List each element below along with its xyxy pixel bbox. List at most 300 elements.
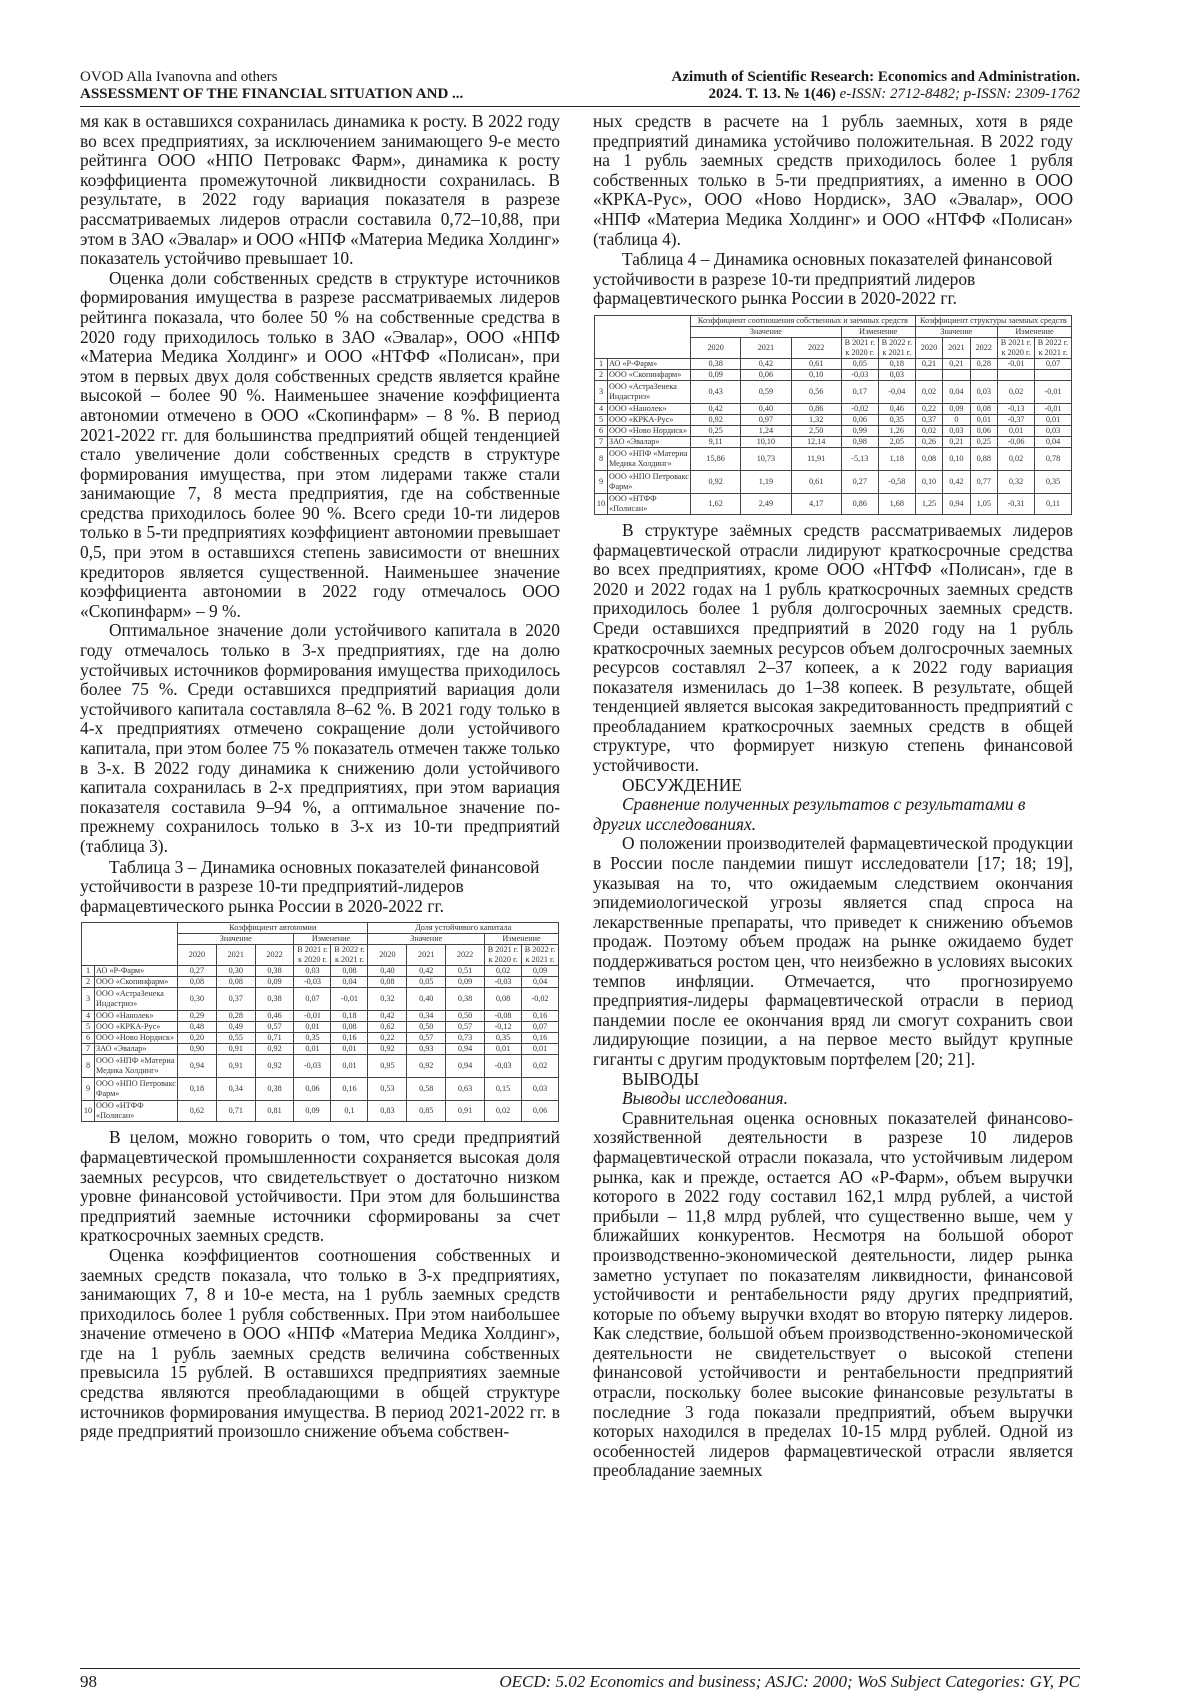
table3-cell: 0,38	[255, 966, 294, 977]
table3-cell: -0,02	[522, 988, 559, 1011]
table3-cell: 0,28	[216, 1011, 255, 1022]
page-number: 98	[80, 1672, 97, 1691]
table4-cell: -5,13	[841, 447, 878, 470]
header-article-title: ASSESSMENT OF THE FINANCIAL SITUATION AND ...	[80, 86, 464, 102]
table3-cell: 0,01	[485, 1044, 522, 1055]
table3-change-head: В 2021 г. к 2020 г.	[485, 945, 522, 966]
table4-cell: 1,25	[915, 493, 942, 514]
table3-cell: 0,02	[485, 966, 522, 977]
table4-cell: 4,17	[791, 493, 841, 514]
table3-cell: -0,03	[485, 977, 522, 988]
table3-cell: 0,46	[255, 1011, 294, 1022]
table4-cell: 1,05	[970, 493, 997, 514]
table3-year: 2021	[407, 945, 446, 966]
table3-row	[82, 977, 559, 988]
table4-cell: 0,28	[970, 358, 997, 369]
table3-cell: 0,16	[331, 1078, 368, 1101]
footer-rule	[80, 1668, 1080, 1669]
table3-cell: 0,20	[178, 1033, 217, 1044]
table4-cell: 0,21	[943, 436, 970, 447]
table3-cell: 0,05	[407, 977, 446, 988]
table4-year: 2020	[691, 337, 741, 358]
table4-year: 2022	[970, 337, 997, 358]
table4-cell: 0,06	[841, 414, 878, 425]
header-rule	[80, 106, 1080, 107]
table4-cell: 0,27	[841, 470, 878, 493]
table4-company-name: ООО «Нанолек»	[608, 403, 691, 414]
table3-cell: 0,08	[178, 977, 217, 988]
table3-cell: 0,09	[255, 977, 294, 988]
table4-cell: 0,42	[691, 403, 741, 414]
table3-cell: 0,62	[368, 1022, 407, 1033]
table3-cell: 0,04	[331, 977, 368, 988]
table3-cell: 0,92	[368, 1044, 407, 1055]
table4-row-number: 3	[595, 380, 608, 403]
table3-cell: 0,16	[522, 1033, 559, 1044]
table4-cell: 1,26	[878, 425, 915, 436]
table4-cell: 0,21	[943, 358, 970, 369]
table3-row-number: 7	[82, 1044, 95, 1055]
table4-cell: 0,40	[741, 403, 791, 414]
table4-row-number: 1	[595, 358, 608, 369]
table4-cell: 0,18	[878, 358, 915, 369]
table3-cell: 0,58	[407, 1078, 446, 1101]
table4-cell: 0,21	[915, 358, 942, 369]
table4-row	[595, 493, 1072, 514]
table4-company-name: ООО «Ново Нордиск»	[608, 425, 691, 436]
left-paragraph-5: Оценка коэффициентов соотношения собственных и заемных средств показала, что только в 3-х предприятиях, занимающих 7, 8 и 10-е места, на 1 рубль заемных средств приходилось более 1 рубля собственных. При этом наибольшее значение отмечено в ООО «НПФ «Материа Медика Холдинг», где на 1 рубль заемных средств величина собственных превысила 15 рублей. В оставшихся предприятиях заемные средства являются преобладающими в общей структуре источников формирования имущества. В период 2021-2022 гг. в ряде предприятий произошло снижение объема собствен-	[80, 1244, 560, 1442]
table4-row-number: 5	[595, 414, 608, 425]
table3-company-name: ООО «АстраЗенека Индастриз»	[95, 988, 178, 1011]
table4-cell: 0,02	[915, 425, 942, 436]
table3-cell: 0,08	[368, 977, 407, 988]
table3-cell: 0,90	[178, 1044, 217, 1055]
table3-cell: -0,03	[294, 977, 331, 988]
table3-row	[82, 1101, 559, 1122]
table3-company-name: ЗАО «Эвалар»	[95, 1044, 178, 1055]
table4-change-head: В 2022 г. к 2021 г.	[1035, 337, 1072, 358]
table4-row	[595, 358, 1072, 369]
table4-cell: 0,59	[741, 380, 791, 403]
table3-cell: -0,08	[485, 1011, 522, 1022]
right-paragraph-3: О положении производителей фармацевтической продукции в России после пандемии пишут исследователи [17; 18; 19], указывая на то, что ожидаемым следствием окончания эпидемиологической угрозы является спад спроса на лекарственные препараты, что приведет к снижению объемов продаж. Поэтому объем продаж на рынке ожидаемо будет поддерживаться ростом цен, что неизбежно в условиях высоких темпов инфляции. Отмечается, что прогнозируемо предприятия-лидеры фармацевтической отрасли в период пандемии после ее окончания вряд ли смогут сохранить свои лидирующие позиции, а на первое место выйдут крупные гиганты с другим продуктовым портфелем [20; 21].	[593, 833, 1073, 1069]
table3-change-head: В 2022 г. к 2021 г.	[331, 945, 368, 966]
table3-company-name: ООО «Ново Нордиск»	[95, 1033, 178, 1044]
table4-cell: 0,56	[791, 380, 841, 403]
table3-company-name: ООО «НПФ «Материа Медика Холдинг»	[95, 1055, 178, 1078]
header-authors: OVOD Alla Ivanovna and others	[80, 69, 278, 85]
table4-cell	[998, 369, 1035, 380]
table3-cell: 0,93	[407, 1044, 446, 1055]
table4-cell: 0,01	[998, 425, 1035, 436]
table3-cell: 0,18	[331, 1011, 368, 1022]
table4-cell: -0,37	[998, 414, 1035, 425]
table3-cell: 0,01	[294, 1044, 331, 1055]
table3-cell: -0,03	[485, 1055, 522, 1078]
table3-cell: 0,92	[255, 1044, 294, 1055]
table3-year: 2020	[178, 945, 217, 966]
left-paragraph-4: В целом, можно говорить о том, что среди предприятий фармацевтической промышленности сохраняется высокая доля заемных ресурсов, что свидетельствует о достаточно низком уровне финансовой устойчивости. При этом для большинства предприятий заемные источники сформированы за счет краткосрочных заемных средств.	[80, 1127, 560, 1246]
table3-row-number: 10	[82, 1101, 95, 1122]
table3-cell: 0,57	[446, 1022, 485, 1033]
table3-cell: 0,62	[178, 1101, 217, 1122]
table3-cell: 0,92	[255, 1055, 294, 1078]
table4-cell: 0,61	[791, 358, 841, 369]
table4-cell: 0,10	[791, 369, 841, 380]
table4-year: 2021	[943, 337, 970, 358]
table3-row-number: 1	[82, 966, 95, 977]
table3-cell: 0,91	[216, 1055, 255, 1078]
table3-row-number: 6	[82, 1033, 95, 1044]
table3-cell: 0,55	[216, 1033, 255, 1044]
table4-company-name: ЗАО «Эвалар»	[608, 436, 691, 447]
table3-cell: 0,08	[331, 966, 368, 977]
table4-cell: 0,03	[878, 369, 915, 380]
table3-cell: 0,04	[522, 977, 559, 988]
table3-company-name: ООО «Нанолек»	[95, 1011, 178, 1022]
table3-cell: 0,27	[178, 966, 217, 977]
table4-cell: 0,08	[970, 403, 997, 414]
table3-cell: 0,08	[216, 977, 255, 988]
table3-cell: 0,94	[178, 1055, 217, 1078]
table4-cell: 10,10	[741, 436, 791, 447]
table3-cell: 0,49	[216, 1022, 255, 1033]
table4-cell: 1,24	[741, 425, 791, 436]
table3-sub-value-2: Значение	[368, 934, 485, 945]
heading-discussion: ОБСУЖДЕНИЕ	[622, 774, 742, 795]
table4-cell: 0,03	[1035, 425, 1072, 436]
table3-cell: 0,07	[522, 1022, 559, 1033]
table3-cell: -0,01	[294, 1011, 331, 1022]
table3-cell: 0,51	[446, 966, 485, 977]
table3-sub-change-2: Изменение	[485, 934, 559, 945]
table4-cell: 0,02	[998, 380, 1035, 403]
table4-cell: 0,01	[970, 414, 997, 425]
table3-cell: 0,71	[255, 1033, 294, 1044]
table4-sub-value-1: Значение	[691, 326, 842, 337]
table4-cell: 0,88	[970, 447, 997, 470]
table3-year: 2021	[216, 945, 255, 966]
table4-sub-value-2: Значение	[915, 326, 997, 337]
table3-row-number: 2	[82, 977, 95, 988]
table4-cell: 15,86	[691, 447, 741, 470]
table3-cell: 0,95	[368, 1055, 407, 1078]
table4-cell: 0,01	[1035, 414, 1072, 425]
table4-cell: 0,92	[691, 470, 741, 493]
table3-cell: 0,50	[407, 1022, 446, 1033]
table3-cell: 0,85	[407, 1101, 446, 1122]
subheading-conclusions: Выводы исследования.	[622, 1088, 788, 1109]
table3-change-head: В 2021 г. к 2020 г.	[294, 945, 331, 966]
table4-cell: 0,77	[970, 470, 997, 493]
heading-conclusions: ВЫВОДЫ	[622, 1068, 700, 1089]
table3-cell: 0,94	[446, 1044, 485, 1055]
table3-cell: 0,50	[446, 1011, 485, 1022]
table4-cell: 1,62	[691, 493, 741, 514]
table4-cell: 0,06	[741, 369, 791, 380]
table3-cell: 0,35	[485, 1033, 522, 1044]
table3-row	[82, 1022, 559, 1033]
table3-cell: 0,1	[331, 1101, 368, 1122]
table4-row	[595, 425, 1072, 436]
table4-cell: 1,18	[878, 447, 915, 470]
table4-cell: -0,04	[878, 380, 915, 403]
left-paragraph-1: мя как в оставшихся сохранилась динамика к росту. В 2022 году во всех предприятиях, за исключением занимающего 9-е место рейтинга ООО «НПО Петровакс Фарм», динамика к росту коэффициента промежуточной ликвидности сохранилась. В результате, в 2022 году вариация показателя в разрезе рассматриваемых лидеров отрасли составила 0,72–10,88, при этом в ЗАО «Эвалар» и ООО «НПФ «Материа Медика Холдинг» показатель устойчиво превышает 10.	[80, 111, 561, 269]
table3-cell: 0,63	[446, 1078, 485, 1101]
table4-cell: -0,01	[998, 358, 1035, 369]
table4-cell: 0,09	[943, 403, 970, 414]
table4-cell: 0,35	[878, 414, 915, 425]
table3-cell: 0,30	[216, 966, 255, 977]
table4-year: 2022	[791, 337, 841, 358]
table4-cell: 0,03	[943, 425, 970, 436]
table4-company-name: ООО «НТФФ «Полисан»	[608, 493, 691, 514]
table3-company-name: АО «Р-Фарм»	[95, 966, 178, 977]
table3-cell: 0,38	[446, 988, 485, 1011]
table3-company-name: ООО «Скопинфарм»	[95, 977, 178, 988]
table4-cell: 0,22	[915, 403, 942, 414]
table4-cell: 0	[943, 414, 970, 425]
table3-cell: 0,03	[294, 966, 331, 977]
table4-row-number: 10	[595, 493, 608, 514]
table3-row	[82, 1078, 559, 1101]
table3-row-number: 8	[82, 1055, 95, 1078]
table4-cell: 0,04	[1035, 436, 1072, 447]
table4-cell: 2,49	[741, 493, 791, 514]
table4-cell: 1,32	[791, 414, 841, 425]
table4-company-name: ООО «АстраЗенека Индастриз»	[608, 380, 691, 403]
table4-sub-change-2: Изменение	[998, 326, 1072, 337]
right-paragraph-2: В структуре заёмных средств рассматриваемых лидеров фармацевтической отрасли лидируют краткосрочные средства во всех предприятиях, кроме ООО «НТФФ «Полисан», где в 2020 и 2022 годах на 1 рубль краткосрочных заемных средств приходилось более 1 рубля долгосрочных заемных средств. Среди оставшихся предприятий в 2020 году на 1 рубль краткосрочных заемных ресурсов объем долгосрочных заемных ресурсов составлял 2–37 копеек, а к 2022 году вариация показателя изменилась до 1–38 копеек. В результате, общей тенденцией является высокая закредитованность предприятий с преобладанием краткосрочных заемных средств в общей структуре, что формирует низкую степень финансовой устойчивости.	[593, 519, 1073, 776]
table3-cell: 0,08	[485, 988, 522, 1011]
table3-cell: 0,48	[178, 1022, 217, 1033]
table3-cell: 0,91	[446, 1101, 485, 1122]
table4-cell: 0,37	[915, 414, 942, 425]
table3-cell: 0,35	[294, 1033, 331, 1044]
table3-group1: Коэффициент автономии	[178, 923, 368, 934]
table3-caption: Таблица 3 – Динамика основных показателей финансовой устойчивости в разрезе 10-ти предприятий-лидеров фармацевтического рынка России в 2020-2022 гг.	[80, 856, 540, 916]
table3-cell: 0,42	[407, 966, 446, 977]
table4-change-head: В 2021 г. к 2020 г.	[841, 337, 878, 358]
header-journal: Azimuth of Scientific Research: Economics and Administration.	[671, 69, 1080, 85]
table4-change-head: В 2022 г. к 2021 г.	[878, 337, 915, 358]
table4-cell: 0,02	[915, 380, 942, 403]
table4-year: 2020	[915, 337, 942, 358]
right-column	[593, 112, 1073, 1481]
table4-cell: -0,02	[841, 403, 878, 414]
table4-row	[595, 436, 1072, 447]
table3-cell: 0,01	[294, 1022, 331, 1033]
table3-cell: 0,09	[446, 977, 485, 988]
table3-cell: 0,32	[368, 988, 407, 1011]
table4-row-number: 4	[595, 403, 608, 414]
table3-row	[82, 1055, 559, 1078]
table4-row	[595, 414, 1072, 425]
table4-cell	[915, 369, 942, 380]
table3-company-name: ООО «НТФФ «Полисан»	[95, 1101, 178, 1122]
table3-row	[82, 1044, 559, 1055]
table4-cell: 0,02	[998, 447, 1035, 470]
table4-row-number: 7	[595, 436, 608, 447]
table3-row-number: 3	[82, 988, 95, 1011]
table4-cell: 1,19	[741, 470, 791, 493]
table3-cell: 0,38	[255, 988, 294, 1011]
table3-cell: 0,91	[216, 1044, 255, 1055]
table3-cell: 0,06	[294, 1078, 331, 1101]
table4-cell	[1035, 369, 1072, 380]
table3-cell: -0,01	[331, 988, 368, 1011]
table4-cell: 0,86	[841, 493, 878, 514]
table3-cell: 0,09	[294, 1101, 331, 1122]
table3-company-name: ООО «КРКА-Рус»	[95, 1022, 178, 1033]
table4-cell: 0,25	[970, 436, 997, 447]
table3-cell: 0,02	[485, 1101, 522, 1122]
table4-company-name: ООО «Скопинфарм»	[608, 369, 691, 380]
table3-row-number: 5	[82, 1022, 95, 1033]
table4-company-name: ООО «КРКА-Рус»	[608, 414, 691, 425]
table4-cell: 0,32	[998, 470, 1035, 493]
table3-cell: 0,09	[522, 966, 559, 977]
table4-row	[595, 470, 1072, 493]
table4-row	[595, 380, 1072, 403]
table3-cell: 0,16	[331, 1033, 368, 1044]
table4-cell: -0,13	[998, 403, 1035, 414]
table3-cell: 0,81	[255, 1101, 294, 1122]
table3-year: 2022	[255, 945, 294, 966]
table3-year: 2022	[446, 945, 485, 966]
table3-cell: 0,83	[368, 1101, 407, 1122]
left-paragraph-2: Оценка доли собственных средств в структуре источников формирования имущества в разрезе рассматриваемых лидеров рейтинга показала, что более 50 % на собственные средства в 2020 году приходилось только в ЗАО «Эвалар», ООО «НПФ «Материа Медика Холдинг» и ООО «НТФФ «Полисан», при этом в первых двух доля собственных средств является крайне высокой – более 90 %. Наименьшее значение коэффициента автономии отмечено в ООО «Скопинфарм» – 8 %. В период 2021-2022 гг. для большинства предприятий общей тенденцией стало увеличение доли собственных средств в структуре формирования имущества, при этом лидерами также стали занимающие 7, 8 места предприятия, где на собственные средства приходилось более 90 %. Всего среди 10-ти лидеров только в 5-ти предприятиях коэффициент автономии превышает 0,5, при этом в оставшихся степень зависимости от внешних кредиторов является существенной. Наименьшее значение коэффициента автономии в 2022 году отмечалось ООО «Скопинфарм» – 9 %.	[80, 267, 560, 621]
table3-cell: -0,03	[294, 1055, 331, 1078]
table4-cell: 0,03	[970, 380, 997, 403]
table4-caption: Таблица 4 – Динамика основных показателей финансовой устойчивости в разрезе 10-ти предприятий лидеров фармацевтического рынка России в 2020-2022 гг.	[593, 249, 1053, 309]
table4-cell: -0,01	[1035, 403, 1072, 414]
table4-row	[595, 403, 1072, 414]
table3-cell: 0,57	[407, 1033, 446, 1044]
table3-cell: 0,34	[216, 1078, 255, 1101]
table4-cell: 9,11	[691, 436, 741, 447]
table4-cell: 0,09	[691, 369, 741, 380]
footer-classification: OECD: 5.02 Economics and business; ASJC: 2000; WoS Subject Categories: GY, PC	[499, 1672, 1080, 1691]
table4-cell: 0,42	[943, 470, 970, 493]
table4-cell: 0,17	[841, 380, 878, 403]
table3-cell: 0,18	[178, 1078, 217, 1101]
table4-company-name: АО «Р-Фарм»	[608, 358, 691, 369]
table4-cell: 0,42	[741, 358, 791, 369]
running-header-right	[560, 69, 1080, 103]
table3-cell: 0,07	[294, 988, 331, 1011]
table3-cell: 0,01	[331, 1055, 368, 1078]
table3-row-number: 4	[82, 1011, 95, 1022]
table4-cell: 2,05	[878, 436, 915, 447]
left-column	[80, 112, 560, 1442]
table3-change-head: В 2022 г. к 2021 г.	[522, 945, 559, 966]
table4-cell: 0,43	[691, 380, 741, 403]
table3-sub-change-1: Изменение	[294, 934, 368, 945]
table4-cell: 12,14	[791, 436, 841, 447]
table4-cell: 0,08	[915, 447, 942, 470]
table3-cell: 0,40	[368, 966, 407, 977]
table3-cell: 0,29	[178, 1011, 217, 1022]
table3-row	[82, 966, 559, 977]
table4-cell: 0,05	[841, 358, 878, 369]
table3-cell: 0,01	[331, 1044, 368, 1055]
table3-cell: 0,40	[407, 988, 446, 1011]
table3-row	[82, 988, 559, 1011]
header-volume: 2024. Т. 13. № 1(46)	[708, 86, 836, 102]
table4-cell	[970, 369, 997, 380]
table3-cell: 0,30	[178, 988, 217, 1011]
table3-cell: 0,92	[407, 1055, 446, 1078]
table4-group1: Коэффициент соотношения собственных и заемных средств	[691, 315, 916, 326]
table4-cell: 0,04	[943, 380, 970, 403]
table4-year: 2021	[741, 337, 791, 358]
table4-company-name: ООО «НПО Петровакс Фарм»	[608, 470, 691, 493]
table3-cell: 0,06	[522, 1101, 559, 1122]
table4-cell: 0,98	[841, 436, 878, 447]
table4-cell: -0,06	[998, 436, 1035, 447]
table4-cell: 0,35	[1035, 470, 1072, 493]
table3-cell: 0,71	[216, 1101, 255, 1122]
table4-cell: 0,26	[915, 436, 942, 447]
table4	[594, 315, 1072, 515]
table4-cell: 0,06	[970, 425, 997, 436]
header-issue	[560, 86, 1080, 103]
table3	[81, 922, 559, 1122]
table4-cell: 0,46	[878, 403, 915, 414]
table3-cell: 0,38	[255, 1078, 294, 1101]
table4-cell	[943, 369, 970, 380]
table4-row-number: 9	[595, 470, 608, 493]
table4-cell: 0,94	[943, 493, 970, 514]
table3-group2: Доля устойчивого капитала	[368, 923, 559, 934]
table4-cell: 0,10	[915, 470, 942, 493]
table4-cell: 0,25	[691, 425, 741, 436]
table4-row-number: 2	[595, 369, 608, 380]
table4-cell: 0,97	[741, 414, 791, 425]
table4-cell: 0,86	[791, 403, 841, 414]
table3-cell: 0,37	[216, 988, 255, 1011]
table3-cell: 0,57	[255, 1022, 294, 1033]
left-paragraph-3: Оптимальное значение доли устойчивого капитала в 2020 году отмечалось только в 3-х предприятиях, где на долю устойчивых источников формирования имущества приходилось более 75 %. Среди оставшихся предприятий вариация доли устойчивого капитала составляла 8–62 %. В 2021 году только в 4-х предприятиях отмечено сокращение доли устойчивого капитала, при этом более 75 % показатель отмечен также только в 3-х. В 2022 году динамика к снижению доли устойчивого капитала сохранилась в 2-х предприятиях, при этом вариация показателя составила 9–94 %, а оптимальное значение по-прежнему сохранилось только в 3-х из 10-ти предприятий (таблица 3).	[80, 620, 560, 856]
table4-cell: 0,92	[691, 414, 741, 425]
table4-company-name: ООО «НПФ «Материа Медика Холдинг»	[608, 447, 691, 470]
table3-company-name: ООО «НПО Петровакс Фарм»	[95, 1078, 178, 1101]
table4-cell: 0,78	[1035, 447, 1072, 470]
table3-row	[82, 1011, 559, 1022]
table3-row	[82, 1033, 559, 1044]
subheading-discussion: Сравнение полученных результатов с результатами в других исследованиях.	[593, 794, 1026, 834]
table4-cell: 0,07	[1035, 358, 1072, 369]
table4-group2: Коэффициент структуры заемных средств	[915, 315, 1071, 326]
table4-cell: 0,38	[691, 358, 741, 369]
table4-cell: -0,03	[841, 369, 878, 380]
table4-cell: -0,58	[878, 470, 915, 493]
table3-cell: 0,73	[446, 1033, 485, 1044]
table3-year: 2020	[368, 945, 407, 966]
table3-cell: 0,03	[522, 1078, 559, 1101]
table3-cell: 0,16	[522, 1011, 559, 1022]
table4-corner	[595, 315, 691, 358]
table4-cell: 0,10	[943, 447, 970, 470]
table3-cell: 0,34	[407, 1011, 446, 1022]
table4-cell: 0,61	[791, 470, 841, 493]
table4-cell: 10,73	[741, 447, 791, 470]
table4-sub-change-1: Изменение	[841, 326, 915, 337]
table4-cell: -0,31	[998, 493, 1035, 514]
table4-row	[595, 447, 1072, 470]
table3-row-number: 9	[82, 1078, 95, 1101]
